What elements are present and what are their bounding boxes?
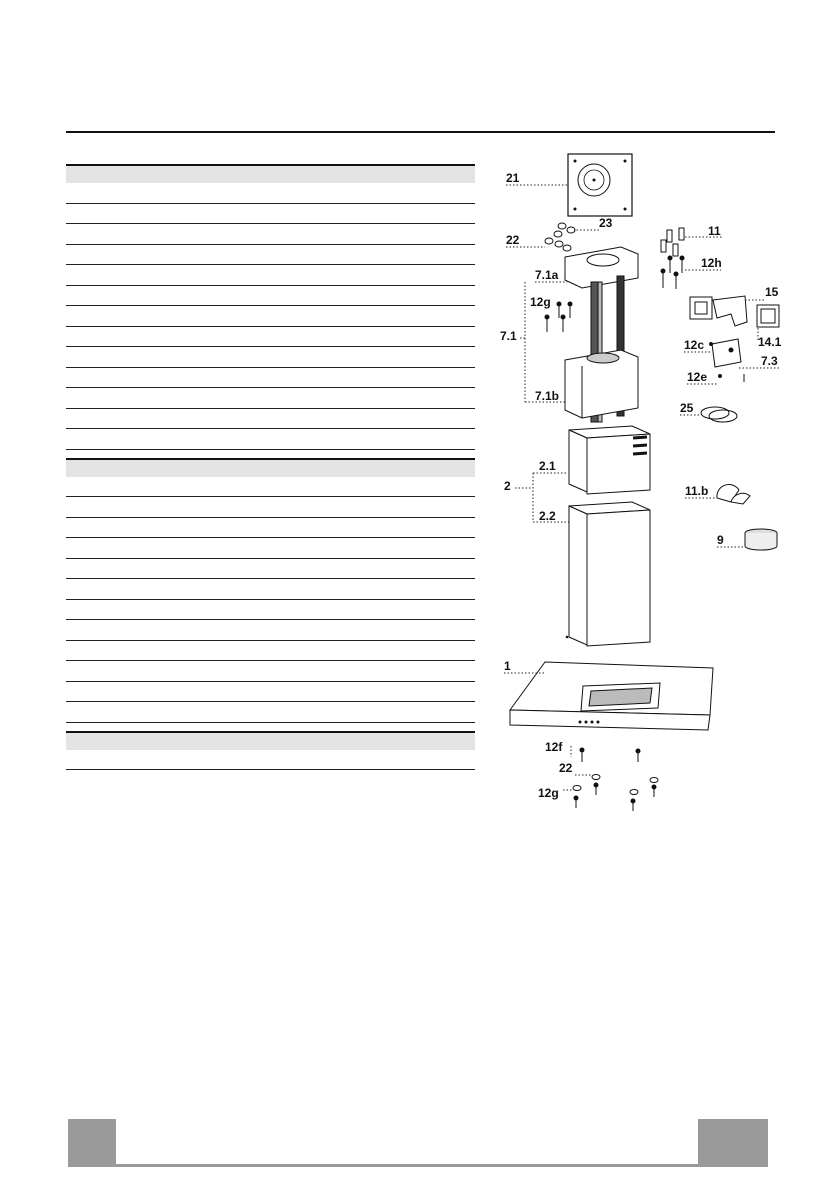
table-row [66,183,475,204]
table-row [66,620,475,641]
callout-22-top: 22 [506,233,520,247]
callout-1: 1 [504,659,511,673]
callout-21: 21 [506,171,520,185]
table-row [66,245,475,266]
callout-7-1a: 7.1a [535,268,559,282]
part-spacers [661,228,684,256]
callout-12f: 12f [545,740,563,754]
part-seal-rings [701,407,737,422]
part-duct-adapter [745,529,777,550]
callout-2-2: 2.2 [539,509,556,523]
callout-12g-top: 12g [530,295,551,309]
callout-2: 2 [504,479,511,493]
table-row [66,682,475,703]
components-table [66,164,475,770]
part-ceiling-plate [568,154,632,216]
part-support-frame [565,247,638,422]
table-group-2 [66,458,475,723]
table-row [66,368,475,389]
callout-11-b: 11.b [685,484,709,498]
table-row [66,286,475,307]
table-row [66,579,475,600]
footer-tab-left [68,1119,116,1165]
page-footer [68,1119,768,1167]
callout-12h: 12h [701,256,722,270]
callout-12g-bottom: 12g [538,786,559,800]
table-row [66,702,475,723]
table-row [66,327,475,348]
part-hood-canopy [510,662,713,730]
table-row [66,518,475,539]
callout-23: 23 [599,216,613,230]
part-upper-chimney [569,426,650,494]
table-row [66,388,475,409]
part-flap-valve [717,484,750,504]
table-group-3 [66,731,475,771]
table-group-header [66,164,475,183]
part-duct-connectors [690,296,779,327]
table-row [66,265,475,286]
table-row [66,641,475,662]
table-row [66,429,475,450]
table-row [66,204,475,225]
table-row [66,497,475,518]
part-washers [545,223,575,251]
callout-12e: 12e [687,370,708,384]
footer-rule [68,1164,768,1167]
callout-7-1b: 7.1b [535,389,560,403]
callout-9: 9 [717,533,724,547]
table-row [66,409,475,430]
part-screws-bottom [573,748,658,811]
part-bracket [710,339,745,382]
table-row [66,559,475,580]
callout-12c: 12c [684,338,705,352]
callout-15: 15 [765,285,779,299]
part-screws-12h [661,256,684,289]
table-group-1 [66,164,475,450]
callout-11: 11 [708,224,721,238]
table-row [66,224,475,245]
callout-2-1: 2.1 [539,459,556,473]
callout-25: 25 [680,401,694,415]
table-row [66,661,475,682]
table-row [66,600,475,621]
table-group-header [66,458,475,477]
callout-7-3: 7.3 [761,354,778,368]
table-group-header [66,731,475,750]
callout-14-1: 14.1 [758,335,782,349]
table-row [66,347,475,368]
table-row [66,750,475,771]
part-lower-chimney [566,502,650,646]
table-row [66,538,475,559]
table-row [66,477,475,498]
table-row [66,306,475,327]
callout-7-1: 7.1 [500,329,517,343]
exploded-parts-diagram [495,150,795,830]
footer-tab-right [698,1119,768,1165]
callout-22-bottom: 22 [559,761,573,775]
header-rule [66,131,775,133]
